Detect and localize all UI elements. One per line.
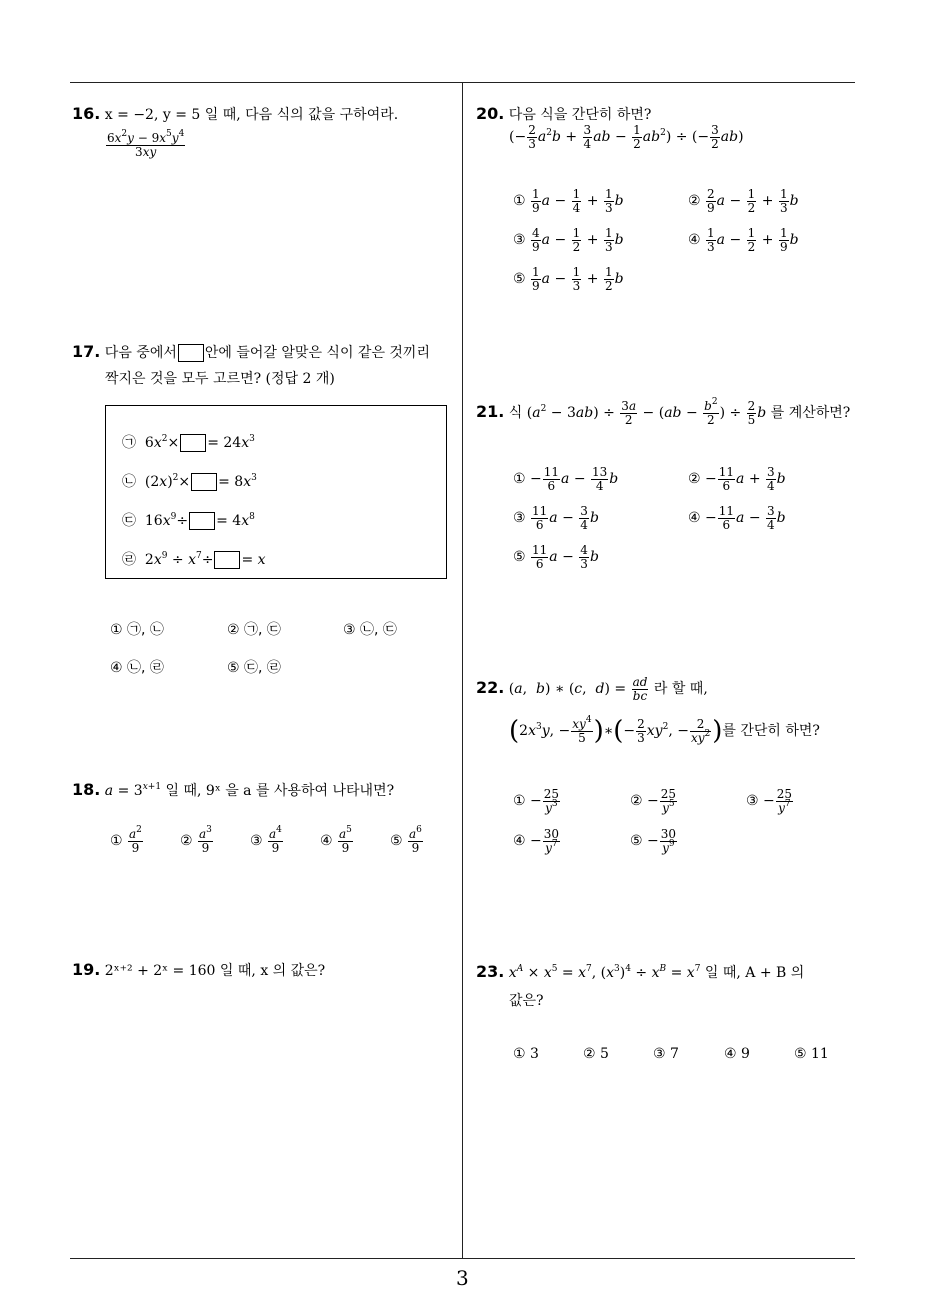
question-text: 일 때, 9ˣ 을 a 를 사용하여 나타내면? bbox=[165, 783, 395, 799]
q21-choice-2[interactable]: ② − $\frac{11}{6}$ a + $\frac{3}{4}$ b bbox=[688, 465, 786, 493]
question-number: 19. bbox=[72, 960, 101, 979]
q18-choice-3[interactable]: ③ $\frac{a^4}{9}$ bbox=[250, 825, 282, 855]
q23-choice-3[interactable]: ③ 7 bbox=[653, 1046, 679, 1062]
q20-choice-5[interactable]: ⑤ $\frac{1}{9}$ a − $\frac{1}{3}$ + $\frac{1}{2}$ b bbox=[513, 265, 624, 293]
question-21: 21. 식 $(a^2 - 3ab)$ ÷ $\frac{3a}{2}$ − (ab − $\frac{b^2}{2}$ ) ÷ $\frac{2}{5}$ b 를 계산하면? bbox=[476, 397, 851, 427]
question-text: 다음 식을 간단히 하면? bbox=[508, 107, 652, 123]
q20-choice-4[interactable]: ④ $\frac{1}{3}$ a − $\frac{1}{2}$ + $\frac{1}{9}$ b bbox=[688, 226, 799, 254]
q17-item-1: ㉠ $6x^2\times = 24x^3$ bbox=[122, 434, 255, 451]
question-number: 23. bbox=[476, 962, 505, 981]
q20-expression: (− $\frac{2}{3}$ $a^2b$ + $\frac{3}{4}$ ab − $\frac{1}{2}$ $ab^2$) ÷ (− $\frac{3}{2}$ ab) bbox=[509, 123, 744, 151]
question-16 bbox=[72, 104, 398, 124]
q18-choice-2[interactable]: ② $\frac{a^3}{9}$ bbox=[180, 825, 212, 855]
q22-choice-4[interactable]: ④ − $\frac{30}{y^7}$ bbox=[513, 827, 560, 855]
q22-choice-3[interactable]: ③ − $\frac{25}{y^7}$ bbox=[746, 787, 793, 815]
column-divider bbox=[462, 83, 463, 1258]
q16-expression: $\frac{6x^2y - 9x^5y^4}{3xy}$ bbox=[107, 129, 185, 159]
q23-choice-4[interactable]: ④ 9 bbox=[724, 1046, 750, 1062]
question-text: 안에 들어갈 알맞은 식이 같은 것끼리 bbox=[204, 345, 430, 361]
question-number: 18. bbox=[72, 780, 101, 799]
q22-expression: ($2x^3y$, − $\frac{xy^4}{5}$ )∗(− $\frac{2}{3}$ $xy^2$, − $\frac{2}{xy^2}$ )를 간단히 하면? bbox=[509, 714, 820, 746]
q18-choice-5[interactable]: ⑤ $\frac{a^6}{9}$ bbox=[390, 825, 422, 855]
question-number: 22. bbox=[476, 678, 505, 698]
question-23-line2: 값은? bbox=[509, 993, 544, 1009]
question-number: 21. bbox=[476, 402, 505, 422]
question-number: 16. bbox=[72, 104, 101, 123]
q22-choice-5[interactable]: ⑤ − $\frac{30}{y^9}$ bbox=[630, 827, 677, 855]
q21-choice-3[interactable]: ③ $\frac{11}{6}$ a − $\frac{3}{4}$ b bbox=[513, 504, 599, 532]
question-18: 18. $a = 3^{x+1}$ 일 때, 9ˣ 을 a 를 사용하여 나타내면? bbox=[72, 780, 395, 799]
page-number: 3 bbox=[456, 1266, 469, 1290]
question-text: 2ˣ⁺² + 2ˣ = 160 일 때, x 의 값은? bbox=[104, 963, 326, 979]
question-20 bbox=[476, 104, 651, 124]
question-22: 22. (a, b) ∗ (c, d) = $\frac{ad}{bc}$ 라 할 때, bbox=[476, 675, 708, 703]
q20-choice-2[interactable]: ② $\frac{2}{9}$ a − $\frac{1}{2}$ + $\frac{1}{3}$ b bbox=[688, 187, 799, 215]
q20-choice-3[interactable]: ③ $\frac{4}{9}$ a − $\frac{1}{2}$ + $\frac{1}{3}$ b bbox=[513, 226, 624, 254]
question-text: 라 할 때, bbox=[653, 681, 708, 698]
question-17 bbox=[72, 342, 430, 362]
q23-choice-1[interactable]: ① 3 bbox=[513, 1046, 539, 1062]
question-text: x = −2, y = 5 일 때, 다음 식의 값을 구하여라. bbox=[104, 107, 399, 123]
q17-choice-5[interactable]: ⑤ ㉢, ㉣ bbox=[227, 660, 281, 676]
q22-choice-1[interactable]: ① − $\frac{25}{y^3}$ bbox=[513, 787, 560, 815]
q23-choice-5[interactable]: ⑤ 11 bbox=[794, 1046, 829, 1062]
question-19 bbox=[72, 960, 325, 980]
question-text: 를 계산하면? bbox=[770, 405, 851, 422]
question-number: 17. bbox=[72, 342, 101, 361]
q23-choice-2[interactable]: ② 5 bbox=[583, 1046, 609, 1062]
q17-item-4: ㉣ $2x^9 \div x^7\div = x$ bbox=[122, 551, 266, 568]
q17-item-2: ㉡ $(2x)^2\times = 8x^3$ bbox=[122, 473, 257, 490]
question-23: 23. $x^A \times x^5 = x^7$, $(x^3)^4 \div x^B = x^7$ 일 때, A + B 의 bbox=[476, 962, 805, 981]
q18-choice-4[interactable]: ④ $\frac{a^5}{9}$ bbox=[320, 825, 352, 855]
question-text: 식 bbox=[508, 405, 523, 422]
question-text: 를 간단히 하면? bbox=[722, 723, 820, 739]
question-text: 다음 중에서 bbox=[104, 345, 177, 361]
q20-choice-1[interactable]: ① $\frac{1}{9}$ a − $\frac{1}{4}$ + $\frac{1}{3}$ b bbox=[513, 187, 624, 215]
q18-choice-1[interactable]: ① $\frac{a^2}{9}$ bbox=[110, 825, 142, 855]
question-17-line2: 짝지은 것을 모두 고르면? (정답 2 개) bbox=[105, 371, 335, 387]
q21-choice-1[interactable]: ① − $\frac{11}{6}$ a − $\frac{13}{4}$ b bbox=[513, 465, 619, 493]
bottom-rule bbox=[70, 1258, 855, 1259]
blank-box bbox=[178, 344, 204, 362]
q17-choice-2[interactable]: ② ㉠, ㉢ bbox=[227, 622, 281, 638]
q22-choice-2[interactable]: ② − $\frac{25}{y^5}$ bbox=[630, 787, 677, 815]
q17-choice-1[interactable]: ① ㉠, ㉡ bbox=[110, 622, 164, 638]
q21-choice-5[interactable]: ⑤ $\frac{11}{6}$ a − $\frac{4}{3}$ b bbox=[513, 543, 599, 571]
question-number: 20. bbox=[476, 104, 505, 123]
q21-choice-4[interactable]: ④ − $\frac{11}{6}$ a − $\frac{3}{4}$ b bbox=[688, 504, 786, 532]
q17-item-3: ㉢ $16x^9\div = 4x^8$ bbox=[122, 512, 255, 529]
q17-choice-3[interactable]: ③ ㉡, ㉢ bbox=[343, 622, 397, 638]
q17-choice-4[interactable]: ④ ㉡, ㉣ bbox=[110, 660, 164, 676]
question-text: 일 때, A + B 의 bbox=[704, 965, 805, 981]
